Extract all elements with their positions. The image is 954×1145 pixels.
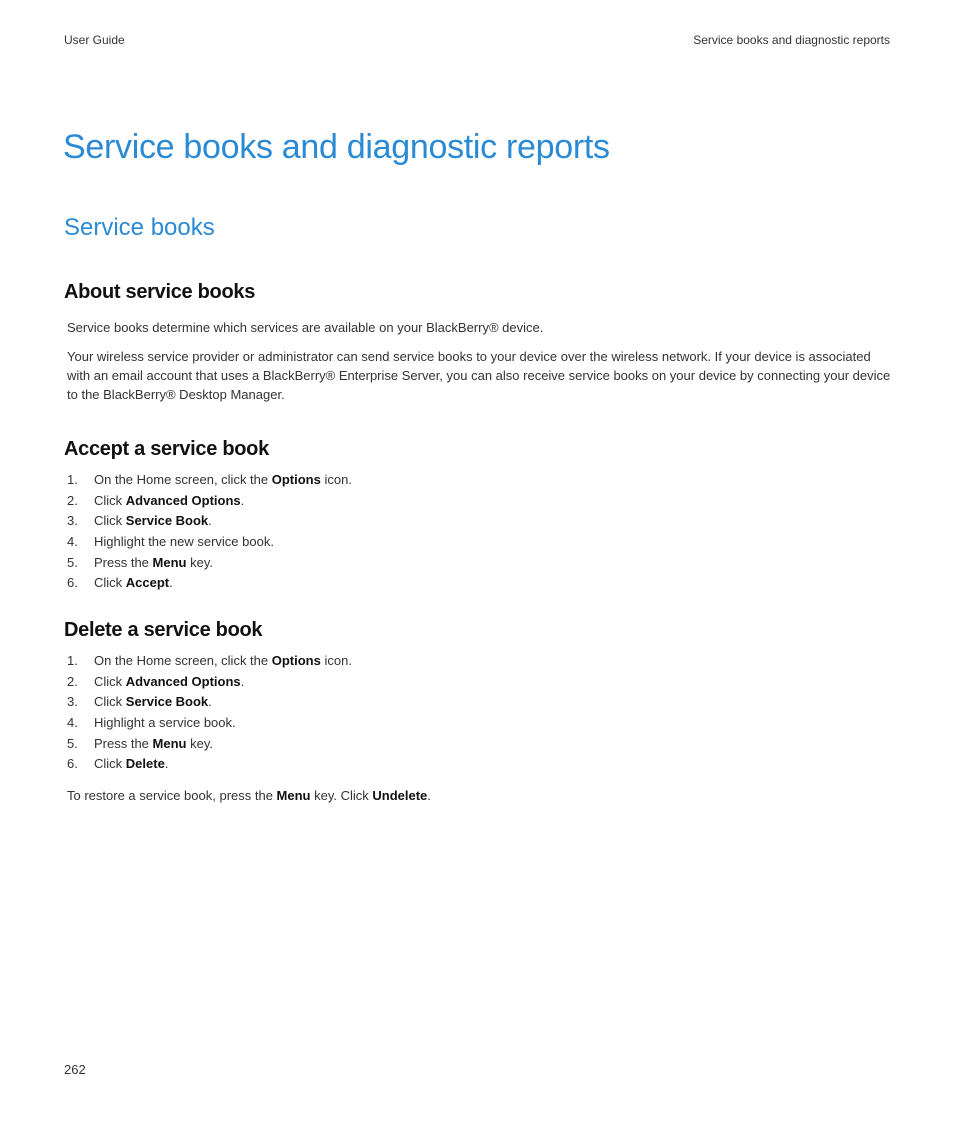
step-ui-term: Menu — [152, 554, 187, 570]
step-ui-term: Advanced Options — [125, 492, 241, 508]
list-item — [67, 713, 352, 734]
note-text-mid: key. Click — [310, 788, 373, 803]
step-text-end: . — [240, 673, 245, 689]
step-ui-term: Advanced Options — [125, 673, 241, 689]
step-ui-term: Service Book — [125, 694, 209, 710]
step-number: 3. — [67, 513, 78, 529]
delete-steps-list — [67, 651, 352, 775]
step-text: Click — [94, 694, 126, 710]
restore-note — [67, 786, 895, 805]
step-text: Press the — [94, 735, 153, 751]
step-number: 5. — [67, 735, 78, 751]
list-item — [67, 553, 352, 574]
step-number: 5. — [67, 554, 78, 570]
step-text: Click — [94, 756, 126, 772]
step-ui-term: Delete — [125, 756, 165, 772]
note-ui-term-menu: Menu — [276, 788, 311, 803]
note-ui-term-undelete: Undelete — [372, 788, 428, 803]
list-item — [67, 470, 352, 491]
list-item — [67, 754, 352, 775]
step-text: Highlight the new service book. — [94, 534, 274, 550]
step-ui-term: Accept — [125, 575, 170, 591]
step-number: 4. — [67, 534, 78, 550]
step-text-end: . — [169, 575, 173, 591]
step-number: 2. — [67, 673, 78, 689]
page-title: Service books and diagnostic reports — [63, 128, 610, 166]
list-item — [67, 692, 352, 713]
list-item — [67, 511, 352, 532]
list-item — [67, 532, 352, 553]
step-text: Click — [94, 492, 126, 508]
step-ui-term: Service Book — [125, 513, 209, 529]
step-ui-term: Menu — [152, 735, 187, 751]
section-heading: Service books — [64, 214, 215, 241]
step-text: Click — [94, 513, 126, 529]
step-number: 4. — [67, 715, 78, 731]
step-text-end: . — [240, 492, 245, 508]
step-ui-term: Options — [271, 472, 321, 487]
step-text: Click — [94, 673, 126, 689]
note-text: To restore a service book, press the — [67, 788, 277, 803]
step-text: On the Home screen, click the — [94, 472, 272, 487]
step-text: Press the — [94, 554, 153, 570]
delete-heading: Delete a service book — [64, 619, 263, 641]
step-text: On the Home screen, click the — [94, 653, 272, 668]
note-text-end: . — [427, 788, 431, 803]
step-number: 2. — [67, 492, 78, 508]
step-ui-term: Options — [271, 653, 321, 668]
list-item — [67, 651, 352, 672]
about-paragraph-2: Your wireless service provider or administrator can send service books to your device over the wireless network. If your device is associated with an email account that uses a BlackBerry® Enterprise Server, you can also receive service books on your device by connecting your device to the BlackBerry® Desktop Manager. — [67, 349, 891, 402]
list-item — [67, 491, 352, 512]
step-text-end: key. — [186, 554, 213, 570]
step-number: 1. — [67, 472, 78, 487]
step-number: 1. — [67, 653, 78, 668]
list-item — [67, 672, 352, 693]
running-header-right: Service books and diagnostic reports — [693, 33, 890, 47]
step-text-end: . — [208, 513, 212, 529]
step-text: Click — [94, 575, 126, 591]
step-number: 6. — [67, 756, 78, 772]
list-item — [67, 573, 352, 594]
step-text-end: icon. — [320, 653, 352, 668]
list-item — [67, 734, 352, 755]
accept-heading: Accept a service book — [64, 438, 269, 460]
accept-steps-list — [67, 470, 352, 594]
step-text: Highlight a service book. — [94, 715, 236, 731]
step-number: 3. — [67, 694, 78, 710]
running-header-left: User Guide — [64, 33, 125, 47]
step-text-end: . — [208, 694, 212, 710]
about-heading: About service books — [64, 281, 256, 303]
step-text-end: . — [164, 756, 169, 772]
step-number: 6. — [67, 575, 78, 591]
step-text-end: icon. — [320, 472, 352, 487]
step-text-end: key. — [186, 735, 213, 751]
about-paragraph-1: Service books determine which services are available on your BlackBerry® device. — [67, 320, 544, 335]
page-number: 262 — [64, 1062, 86, 1077]
